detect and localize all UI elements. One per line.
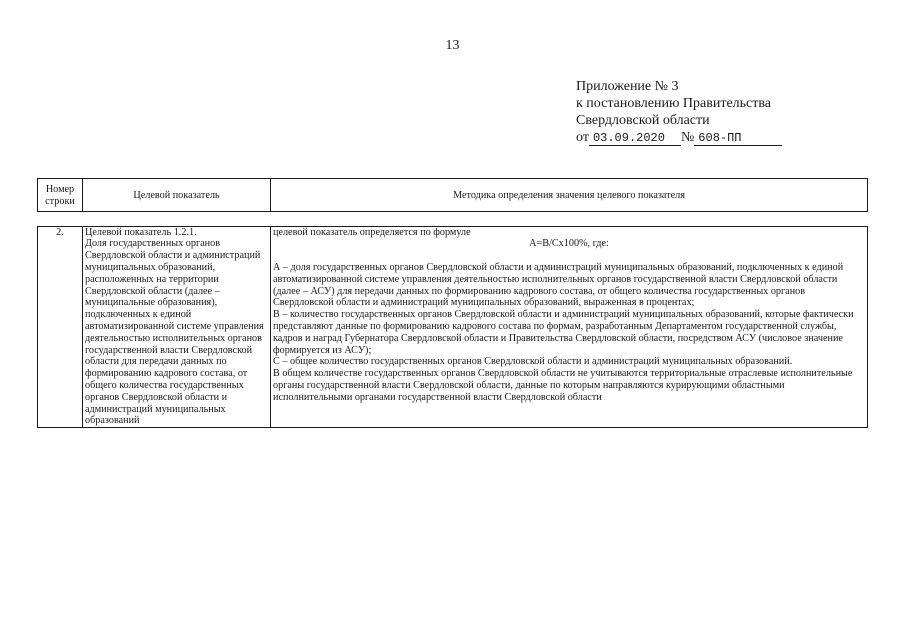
definition-c: С – общее количество государственных органов Свердловской области и администраций муниципальных образований.	[273, 356, 793, 368]
appendix-header	[576, 78, 782, 146]
date-prefix: от	[576, 130, 589, 145]
appendix-title: Приложение № 3	[576, 79, 679, 94]
definition-b: В – количество государственных органов Свердловской области и администраций муниципальных образований, которые фактически представляют данные по формированию кадрового состава по формам, разработанным Департаментом государственной службы, кадров и наград Губернатора Свердловской области и Правительства Свердловской области, посредством АСУ (числовое значение формируется из АСУ);	[273, 309, 854, 356]
blank-line	[273, 250, 865, 262]
appendix-region: Свердловской области	[576, 113, 710, 128]
header-indicator: Целевой показатель	[83, 179, 271, 212]
method-intro: целевой показатель определяется по формуле	[273, 226, 471, 238]
method-note: В общем количестве государственных органов Свердловской области не учитываются территориальные отраслевые исполнительные органы государственной власти Свердловской области, данные по которым направляются курирующими областными исполнительными органами государственной власти Свердловской области	[273, 368, 853, 403]
appendix-signature-line	[576, 129, 782, 146]
row-number: 2.	[38, 226, 83, 428]
indicator-title: Целевой показатель 1.2.1.	[85, 226, 197, 238]
indicator-cell	[83, 226, 271, 428]
indicator-text: Доля государственных органов Свердловской области и администраций муниципальных образований, расположенных на территории Свердловской области (далее – муниципальные образования), подключенных к единой автоматизированной системе управления деятельностью исполнительных органов государственной власти Свердловской области для передачи данных по формированию кадрового состава, от общего количества государственных органов Свердловской области и администраций муниципальных образований	[85, 238, 264, 427]
resolution-number: 608-ПП	[694, 132, 782, 146]
header-methodology: Методика определения значения целевого показателя	[271, 179, 868, 212]
table-header-row	[38, 179, 868, 212]
page-number: 13	[445, 38, 460, 53]
resolution-date: 03.09.2020	[589, 132, 681, 146]
indicator-table	[37, 178, 868, 428]
appendix-reference: к постановлению Правительства	[576, 96, 772, 111]
method-formula: А=В/Сх100%, где:	[529, 238, 609, 250]
definition-a: А – доля государственных органов Свердловской области и администраций муниципальных образований, подключенных к единой автоматизированной системе управления деятельностью исполнительных органов государственной власти Свердловской области (далее – АСУ) для передачи данных по формированию кадрового состава, от общего количества государственных органов Свердловской области и администраций муниципальных образований, выраженная в процентах;	[273, 261, 844, 309]
header-row-number: Номер строки	[38, 179, 83, 212]
number-prefix: №	[680, 130, 695, 145]
table-row	[38, 226, 868, 428]
methodology-cell	[271, 226, 868, 428]
table-spacer	[38, 211, 868, 226]
